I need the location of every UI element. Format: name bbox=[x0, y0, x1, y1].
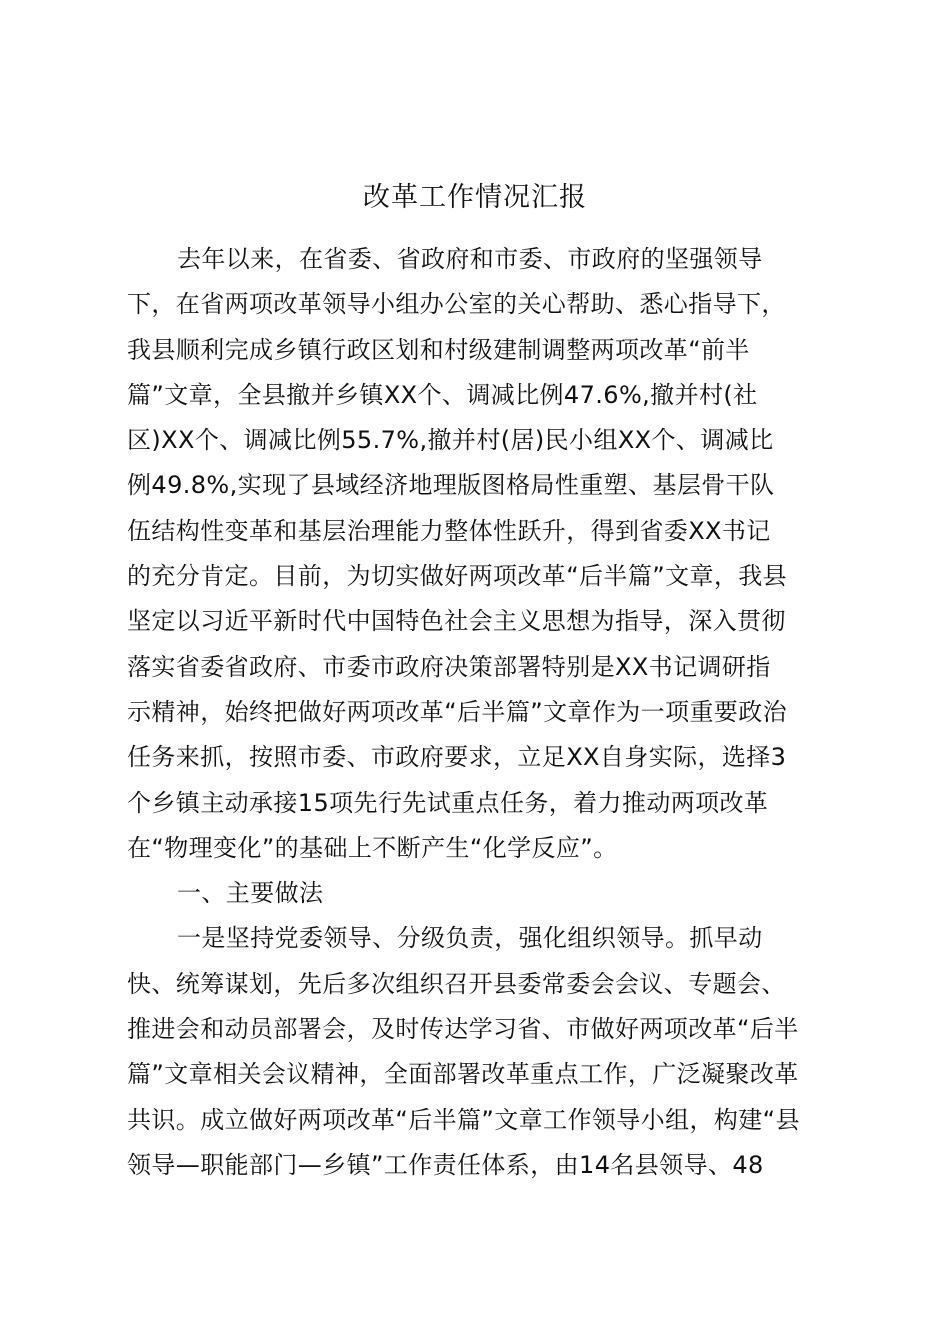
paragraph-line: 共识。成立做好两项改革“后半篇”文章工作领导小组，构建“县 bbox=[127, 1105, 800, 1134]
paragraph-line: 篇”文章相关会议精神，全面部署改革重点工作，广泛凝聚改革 bbox=[127, 1060, 799, 1089]
paragraph-line: 篇”文章，全县撤并乡镇XX个、调减比例47.6%,撤并村(社 bbox=[127, 380, 758, 409]
paragraph-line: 我县顺利完成乡镇行政区划和村级建制调整两项改革“前半 bbox=[127, 335, 750, 364]
paragraph-line: 在“物理变化”的基础上不断产生“化学反应”。 bbox=[127, 833, 618, 862]
paragraph-line: 一是坚持党委领导、分级负责，强化组织领导。抓早动 bbox=[177, 924, 763, 953]
document-body bbox=[127, 237, 847, 1188]
paragraph-line: 去年以来，在省委、省政府和市委、市政府的坚强领导 bbox=[177, 245, 763, 273]
paragraph-line: 例49.8%,实现了县域经济地理版图格局性重塑、基层骨干队 bbox=[127, 471, 775, 500]
paragraph-line: 领导—职能部门—乡镇”工作责任体系，由14名县领导、48 bbox=[127, 1150, 764, 1179]
paragraph-line: 伍结构性变革和基层治理能力整体性跃升，得到省委XX书记 bbox=[127, 516, 771, 545]
paragraph-line: 下，在省两项改革领导小组办公室的关心帮助、悉心指导下， bbox=[127, 290, 786, 319]
document-title: 改革工作情况汇报 bbox=[363, 182, 587, 213]
paragraph-line: 示精神，始终把做好两项改革“后半篇”文章作为一项重要政治 bbox=[127, 697, 788, 726]
paragraph-line: 区)XX个、调减比例55.7%,撤并村(居)民小组XX个、调减比 bbox=[127, 426, 774, 455]
paragraph-line: 快、统筹谋划，先后多次组织召开县委常委会会议、专题会、 bbox=[127, 969, 786, 998]
paragraph-line: 落实省委省政府、市委市政府决策部署特别是XX书记调研指 bbox=[127, 652, 771, 681]
paragraph-line: 任务来抓，按照市委、市政府要求，立足XX自身实际，选择3 bbox=[127, 743, 787, 772]
paragraph-line: 个乡镇主动承接15项先行先试重点任务，着力推动两项改革 bbox=[127, 788, 769, 817]
paragraph-line: 的充分肯定。目前，为切实做好两项改革“后半篇”文章，我县 bbox=[127, 562, 788, 591]
section-heading: 一、主要做法 bbox=[177, 879, 324, 908]
paragraph-line: 坚定以习近平新时代中国特色社会主义思想为指导，深入贯彻 bbox=[127, 607, 786, 636]
paragraph-line: 推进会和动员部署会，及时传达学习省、市做好两项改革“后半 bbox=[127, 1015, 799, 1044]
